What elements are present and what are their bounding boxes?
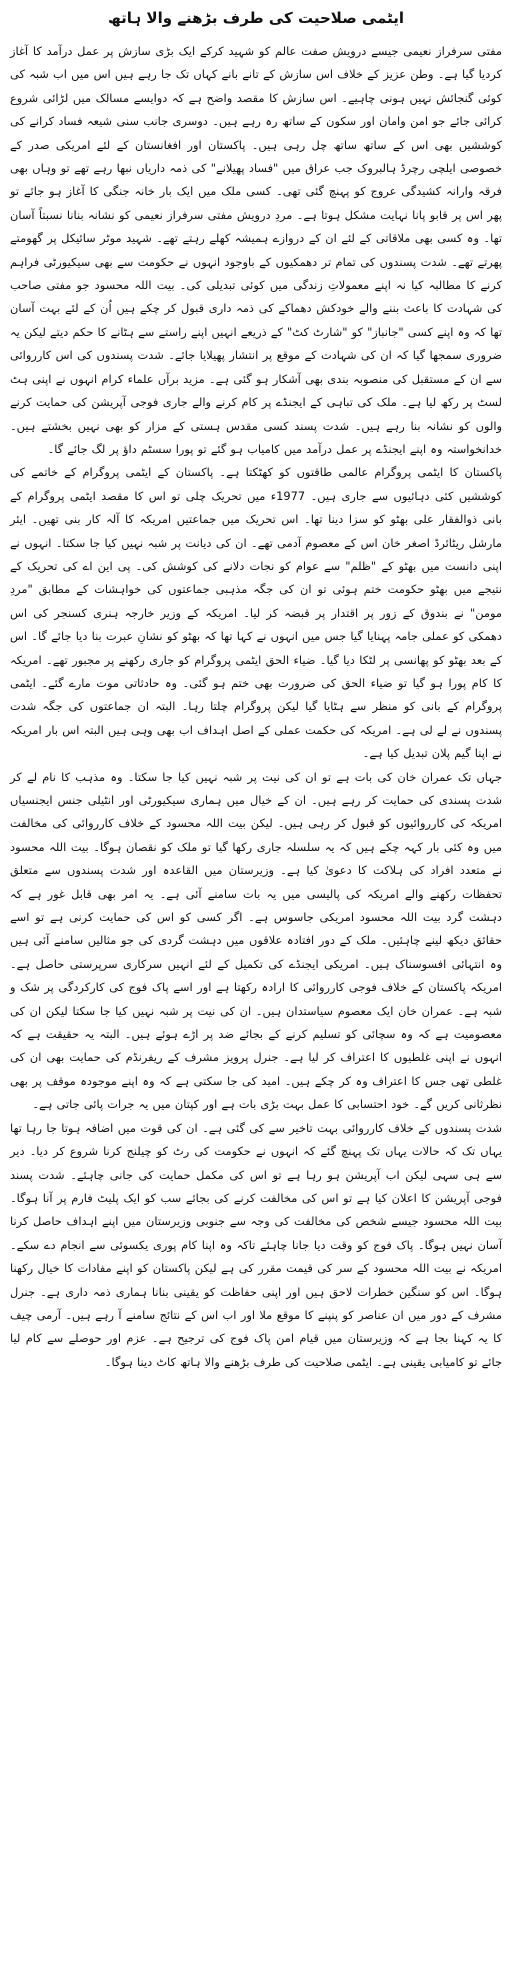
- paragraph: پاکستان کا ایٹمی پروگرام عالمی طاقتوں کو کھٹکتا ہے۔ پاکستان کے ایٹمی پروگرام کے خاتمے کی کوششیں کئی دہائیوں سے جاری ہیں۔ 1977ء میں تحریک چلی تو اس کا مقصد ایٹمی پروگرام کے بانی ذوالفقار علی بھٹو کو سزا دینا تھا۔ اس تحریک میں جماعتیں امریکہ کا آلہ کار بنی تھیں۔ ایئر مارشل ریٹائرڈ اصغر خان اس کے معصوم آدمی تھے۔ ان کی دیانت پر شبہ نہیں کیا جا سکتا۔ انہوں نے اپنی دانست میں بھٹو کے "ظلم" سے عوام کو نجات دلانے کی کوشش کی۔ پی این اے کی تحریک کے نتیجے میں بھٹو حکومت ختم ہوئی تو ان کی جگہ مذہبی جماعتوں کی خواہشات کے مطابق "مردِ مومن" نے بندوق کے زور پر اقتدار پر قبضہ کر لیا۔ امریکہ کے وزیر خارجہ ہنری کسنجر کی اس دھمکی کو عملی جامہ پہنایا گیا جس میں انہوں نے کہا تھا کہ بھٹو کو نشانِ عبرت بنا دیا جائے گا۔ اس کے بعد بھٹو کو پھانسی پر لٹکا دیا گیا۔ ضیاء الحق ایٹمی پروگرام کو جاری رکھنے پر مجبور تھے۔ امریکہ کا کام پورا ہو گیا تو ضیاء الحق کی ضرورت بھی ختم ہو گئی۔ وہ حادثاتی موت مارے گئے۔ ایٹمی پروگرام کے بانی کو منظر سے ہٹایا گیا لیکن پروگرام چلتا رہا۔ البتہ ان جماعتوں کی جگہ شدت پسندوں نے لے لی ہے۔ امریکہ کی حکمت عملی کے اصل اہداف اب بھی وہی ہیں البتہ اس بار امریکہ نے اپنا گیم پلان تبدیل کیا ہے۔: [10, 465, 502, 761]
- headline: ایٹمی صلاحیت کی طرف بڑھنے والا ہاتھ: [107, 9, 405, 27]
- paragraph: جہاں تک عمران خان کی بات ہے تو ان کی نیت پر شبہ نہیں کیا جا سکتا۔ وہ مذہب کا نام لے کر شدت پسندی کی حمایت کر رہے ہیں۔ ان کے خیال میں ہماری سیکیورٹی اور انٹیلی جنس ایجنسیاں امریکہ کی کارروائیوں کو قبول کر رہی ہیں۔ لیکن بیت اللہ محسود کے خلاف کارروائی کی مخالفت میں وہ کئی بار کہہ چکے ہیں کہ یہ سلسلہ جاری رکھا گیا تو ملک کو نقصان ہوگا۔ بیت اللہ محسود نے متعدد افراد کی ہلاکت کا دعویٰ کیا ہے۔ وزیرستان میں القاعدہ اور شدت پسندوں سے متعلق تحفظات رکھنے والے امریکہ کی پالیسی میں یہ بات سامنے آئی ہے۔ یہ امر بھی قابل غور ہے کہ دہشت گرد بیت اللہ محسود امریکی جاسوس ہے۔ اگر کسی کو اس کی حمایت کرنی ہے تو اسے حقائق دیکھ لینے چاہئیں۔ ملک کے دور افتادہ علاقوں میں دہشت گردی کی جو مثالیں سامنے آئی ہیں وہ انتہائی افسوسناک ہیں۔ امریکی ایجنڈے کی تکمیل کے لئے انہیں سرکاری سرپرستی حاصل ہے۔ امریکہ پاکستان کے خلاف فوجی کارروائی کا ارادہ رکھتا ہے اور اسے پاک فوج کی کارکردگی پر شک و شبہ ہے۔ عمران خان ایک معصوم سیاستدان ہیں۔ ان کی نیت پر شبہ نہیں کیا جا سکتا لیکن ان کی معصومیت ہے کہ وہ سچائی کو تسلیم کرنے کے بجائے ضد پر اڑے ہوئے ہیں۔ البتہ یہ حقیقت ہے کہ انہوں نے اپنی غلطیوں کا اعتراف کر لیا ہے۔ جنرل پرویز مشرف کے ریفرنڈم کی حمایت بھی ان کی غلطی تھی جس کا اعتراف وہ کر چکے ہیں۔ امید کی جا سکتی ہے کہ وہ اپنے موجودہ موقف پر بھی نظرثانی کریں گے۔ خود احتسابی کا عمل بہت بڑی بات ہے اور کپتان میں یہ جرات پائی جاتی ہے۔: [10, 769, 502, 1112]
- article-body: [10, 40, 502, 1374]
- paragraph: شدت پسندوں کے خلاف کارروائی بہت تاخیر سے کی گئی ہے۔ ان کی قوت میں اضافہ ہوتا جا رہا تھا یہاں تک کہ حالات یہاں تک پہنچ گئے کہ انہوں نے حکومت کی رٹ کو چیلنج کرنا شروع کر دیا۔ دیر سے ہی سہی لیکن اب آپریشن ہو رہا ہے تو اس کی مکمل حمایت کی جانی چاہئے۔ شدت پسند فوجی آپریشن کا اعلان کیا ہے تو اس کی مخالفت کرنے کی بجائے سب کو ایک پلیٹ فارم پر آنا ہوگا۔ بیت اللہ محسود جیسے شخص کی مخالفت کی وجہ سے جنوبی وزیرستان میں اپنے اہداف حاصل کرنا آسان نہیں ہوگا۔ پاک فوج کو وقت دیا جانا چاہئے تاکہ وہ اپنا کام پوری یکسوئی سے انجام دے سکے۔ امریکہ نے بیت اللہ محسود کے سر کی قیمت مقرر کی ہے لیکن پاکستان کو اپنے مفادات کا خیال رکھنا ہوگا۔ اس کو سنگین خطرات لاحق ہیں اور اپنی حفاظت کو یقینی بنانا ہماری ذمہ داری ہے۔ جنرل مشرف کے دور میں ان عناصر کو پنپنے کا موقع ملا اور اب اس کے نتائج سامنے آ رہے ہیں۔ آرمی چیف کا یہ کہنا بجا ہے کہ وزیرستان میں قیام امن پاک فوج کی ترجیح ہے۔ عزم اور حوصلے سے کام لیا جائے تو کامیابی یقینی ہے۔ ایٹمی صلاحیت کی طرف بڑھنے والا ہاتھ کاٹ دینا ہوگا۔: [10, 1120, 502, 1369]
- paragraph: مفتی سرفراز نعیمی جیسے درویش صفت عالم کو شہید کرکے ایک بڑی سازش پر عمل درآمد کا آغاز کردیا گیا ہے۔ وطن عزیز کے خلاف اس سازش کے تانے بانے کہاں تک جا رہے ہیں اس میں اب شبہ کی کوئی گنجائش نہیں ہونی چاہیے۔ اس سازش کا مقصد واضح ہے کہ دوایسے مسالک میں لڑائی شروع کرائی جائے جو امن وامان اور سکون کے ساتھ رہ رہے ہیں۔ دوسری جانب سنی شیعہ فساد کرانے کی کوششیں بھی اس کے ساتھ ساتھ چل رہی ہیں۔ پاکستان اور افغانستان کے لئے امریکی صدر کے خصوصی ایلچی رچرڈ ہالبروک جب عراق میں "فساد پھیلانے" کی ذمہ داریاں نبھا رہے تھے تو وہاں بھی فرقہ وارانہ کشیدگی عروج کو پہنچ گئی تھی۔ کسی ملک میں ایک بار خانہ جنگی کا آغاز ہو جائے تو پھر اس پر قابو پانا نہایت مشکل ہوتا ہے۔ مردِ درویش مفتی سرفراز نعیمی کو نشانہ بنانا نسبتاً آسان تھا۔ وہ کسی بھی ملاقاتی کے لئے ان کے دروازے ہمیشہ کھلے رہتے تھے۔ شہید موٹر سائیکل پر گھومتے پھرتے تھے۔ شدت پسندوں کی تمام تر دھمکیوں کے باوجود انہوں نے حکومت سے بھی سیکیورٹی فراہم کرنے کا مطالبہ کیا نہ اپنے معمولاتِ زندگی میں کوئی تبدیلی کی۔ بیت اللہ محسود جو مفتی صاحب کی شہادت کا باعث بننے والے خودکش دھماکے کی ذمہ داری قبول کر چکے ہیں اُن کے لئے بہت آسان تھا کہ وہ اپنے کسی "جانباز" کو "شارٹ کٹ" کے ذریعے انہیں اپنے راستے سے ہٹانے کا حکم دیتے لیکن یہ ضروری سمجھا گیا کہ ان کی شہادت کے موقع پر انتشار پھیلایا جائے۔ شدت پسندوں کی اس کارروائی سے ان کے مستقبل کی منصوبہ بندی بھی آشکار ہو گئی ہے۔ مزید برآں علماء کرام انہوں نے اپنی ہٹ لسٹ پر رکھ لیا ہے۔ ملک کی تباہی کے ایجنڈے پر کام کرنے والے جاری فوجی آپریشن کی حمایت کرنے والوں کو نشانہ بنا رہے ہیں۔ شدت پسند کسی مقدس ہستی کے مزار کو بھی نہیں بخشتے ہیں۔ خدانخواستہ وہ اپنے ایجنڈے پر عمل درآمد میں کامیاب ہو گئے تو پورا سسٹم داؤ پر لگ جائے گا۔: [10, 44, 502, 456]
